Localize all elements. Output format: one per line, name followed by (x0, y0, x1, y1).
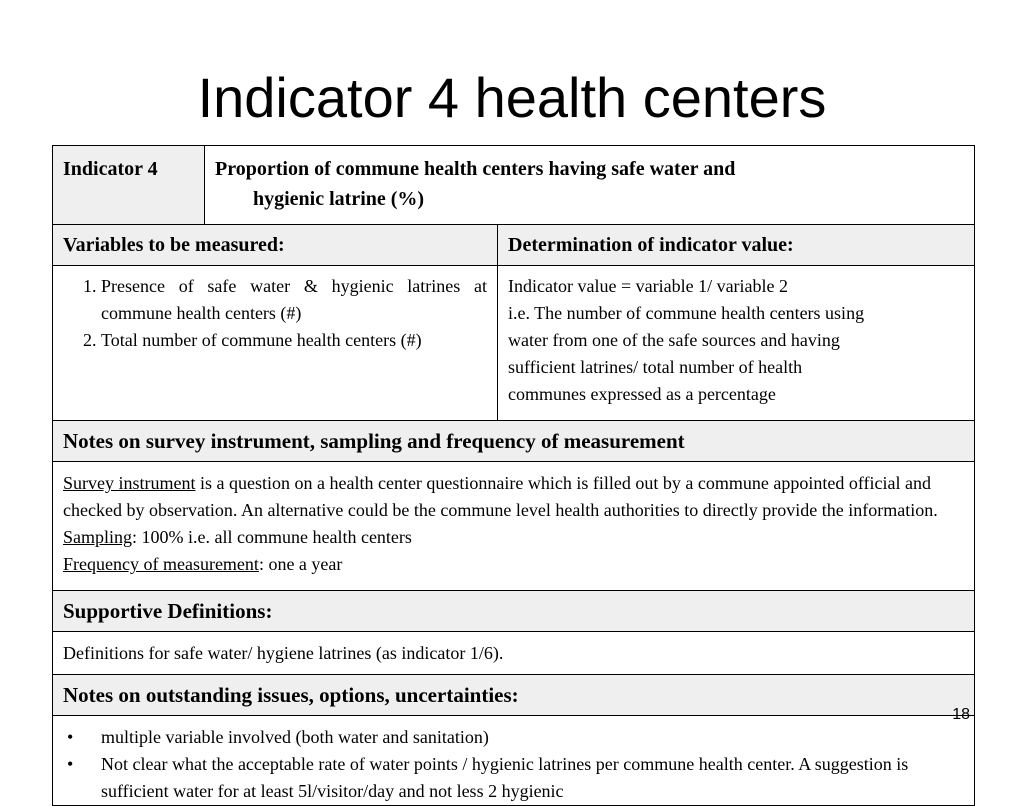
variables-list (63, 273, 487, 354)
determination-line: sufficient latrines/ total number of health (508, 357, 803, 377)
notes-survey-row (53, 462, 975, 591)
outstanding-item: • Not clear what the acceptable rate of water points / hygienic latrines per commune health center. A suggestion is sufficient water for at least 5l/visitor/day and not less 2 hygienic (63, 751, 964, 805)
page-number: 18 (952, 706, 970, 723)
indicator-name-line2: hygienic latrine (%) (253, 188, 425, 210)
outstanding-cell (53, 716, 975, 806)
determination-line: Indicator value = variable 1/ variable 2 (508, 276, 789, 296)
outstanding-item: • multiple variable involved (both water and sanitation) (63, 724, 964, 751)
indicator-name-cell (205, 146, 975, 225)
supportive-row (53, 632, 975, 675)
outstanding-header-row (53, 675, 975, 716)
variables-header: Variables to be measured: (53, 225, 498, 266)
frequency-label: Frequency of measurement (63, 554, 259, 574)
notes-survey-header-row (53, 421, 975, 462)
indicator-table (52, 145, 975, 806)
determination-line: i.e. The number of commune health centers using (508, 303, 865, 323)
survey-instrument-label: Survey instrument (63, 473, 196, 493)
frequency-text: : one a year (258, 554, 343, 574)
indicator-label: Indicator 4 (63, 158, 158, 180)
outstanding-header: Notes on outstanding issues, options, uncertainties: (53, 675, 975, 716)
indicator-row (53, 146, 975, 225)
notes-survey-header: Notes on survey instrument, sampling and frequency of measurement (53, 421, 975, 462)
determination-line: water from one of the safe sources and having (508, 330, 840, 350)
indicator-name-line1: Proportion of commune health centers having safe water and (215, 158, 736, 180)
variable-item: 2. Total number of commune health centers (#) (101, 327, 487, 354)
sampling-label: Sampling (63, 527, 133, 547)
sampling-text: : 100% i.e. all commune health centers (132, 527, 412, 547)
determination-cell (498, 266, 975, 421)
survey-instrument-text: is a question on a health center questionnaire which is filled out by a commune appointed official and checked by observation. An alternative could be the commune level health authorities to directly provide the information. (63, 473, 938, 520)
variables-row (53, 266, 975, 421)
supportive-text: Definitions for safe water/ hygiene latrines (as indicator 1/6). (53, 632, 975, 675)
variables-header-row (53, 225, 975, 266)
indicator-label-cell (53, 146, 205, 225)
supportive-header-row (53, 591, 975, 632)
determination-line: communes expressed as a percentage (508, 384, 776, 404)
outstanding-row (53, 716, 975, 806)
determination-header: Determination of indicator value: (498, 225, 975, 266)
variable-item: 1. Presence of safe water & hygienic latrines at commune health centers (#) (101, 273, 487, 327)
supportive-header: Supportive Definitions: (53, 591, 975, 632)
indicator-name (215, 154, 964, 214)
slide-title: Indicator 4 health centers (197, 66, 827, 129)
notes-survey-cell (53, 462, 975, 591)
outstanding-list (63, 724, 964, 805)
variables-cell (53, 266, 498, 421)
